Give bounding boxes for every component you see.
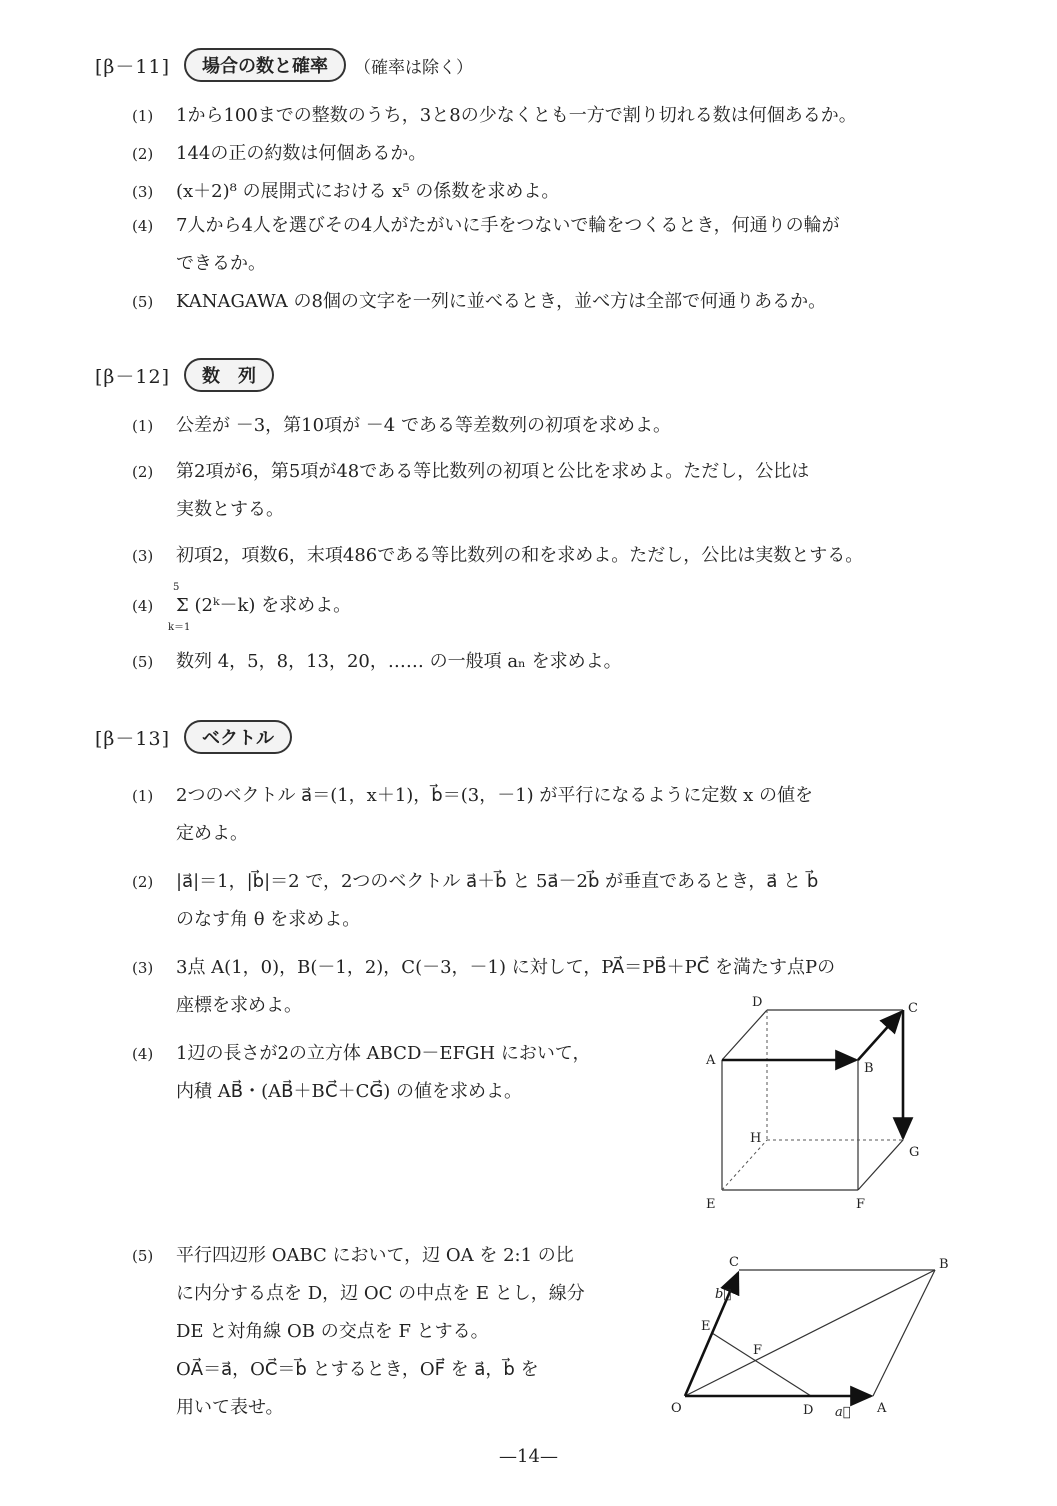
cube-label-f: F	[856, 1197, 866, 1212]
problem-text: 平行四辺形 OABC において，辺 OA を 2:1 の比	[176, 1245, 574, 1266]
problem-number: (1)	[132, 787, 154, 805]
problem-b13-2-cont: のなす角 θ を求めよ。	[176, 909, 361, 930]
problem-text: 第2項が6，第5項が48である等比数列の初項と公比を求めよ。ただし，公比は	[176, 461, 810, 482]
problem-number: (4)	[132, 1045, 154, 1063]
problem-number: (2)	[132, 145, 154, 163]
problem-b13-1	[132, 776, 813, 816]
problem-b12-2	[132, 452, 809, 492]
cube-figure	[690, 990, 940, 1220]
problem-number: (2)	[132, 873, 154, 891]
problem-text: KANAGAWA の8個の文字を一列に並べるとき，並べ方は全部で何通りあるか。	[176, 291, 827, 312]
problem-b13-3	[132, 948, 835, 988]
problem-number: (2)	[132, 463, 154, 481]
problem-number: (5)	[132, 653, 154, 671]
cube-edge-ad	[722, 1010, 767, 1060]
sigma-upper-limit: 5	[173, 582, 180, 593]
problem-number: (1)	[132, 107, 154, 125]
problem-text: 初項2，項数6，末項486である等比数列の和を求めよ。ただし，公比は実数とする。	[176, 545, 864, 566]
para-label-f: F	[753, 1343, 763, 1358]
problem-b13-5-line2: に内分する点を D，辺 OC の中点を E とし，線分	[176, 1283, 585, 1304]
problem-text: Σ (2ᵏ－k) を求めよ。	[176, 595, 352, 616]
problem-text: 2つのベクトル a⃗＝(1，x＋1)，b⃗＝(3，－1) が平行になるように定数 x の値を	[176, 785, 813, 806]
problem-number: (5)	[132, 1247, 154, 1265]
cube-hidden-edge-eh	[722, 1140, 767, 1190]
section-code: [β－13]	[95, 727, 170, 750]
para-label-c: C	[729, 1255, 739, 1270]
problem-number: (4)	[132, 597, 154, 615]
vector-b-label: b⃗	[715, 1287, 732, 1302]
problem-text: 数列 4，5，8，13，20，…… の一般項 aₙ を求めよ。	[176, 651, 622, 672]
para-label-d: D	[803, 1403, 814, 1418]
section-title-badge: 場合の数と確率	[184, 48, 346, 82]
problem-b11-2	[132, 134, 426, 174]
cube-label-c: C	[908, 1001, 918, 1016]
problem-number: (3)	[132, 183, 154, 201]
para-label-a: A	[877, 1401, 887, 1416]
cube-label-h: H	[750, 1131, 762, 1146]
section-title-badge: 数 列	[184, 358, 274, 392]
problem-b13-5-line4: OA⃗＝a⃗，OC⃗＝b⃗ とするとき，OF⃗ を a⃗，b⃗ を	[176, 1359, 539, 1380]
problem-b12-5	[132, 642, 622, 682]
problem-b11-4-cont: できるか。	[176, 253, 266, 274]
problem-number: (4)	[132, 217, 154, 235]
problem-text: 7人から4人を選びその4人がたがいに手をつないで輪をつくるとき，何通りの輪が	[176, 215, 840, 236]
side-ab	[873, 1270, 935, 1396]
problem-b11-1	[132, 96, 857, 136]
problem-number: (3)	[132, 547, 154, 565]
section-title-badge: ベクトル	[184, 720, 292, 754]
problem-b13-4-cont: 内積 AB⃗・(AB⃗＋BC⃗＋CG⃗) の値を求めよ。	[176, 1081, 523, 1102]
problem-b13-2	[132, 862, 818, 902]
cube-label-b: B	[864, 1061, 874, 1076]
problem-b12-2-cont: 実数とする。	[176, 499, 284, 520]
section-note: （確率は除く）	[354, 57, 473, 78]
para-label-e: E	[701, 1319, 711, 1334]
problem-b13-5	[132, 1236, 574, 1276]
cube-edge-fg	[858, 1140, 903, 1190]
problem-number: (1)	[132, 417, 154, 435]
page-number: —14—	[499, 1446, 558, 1467]
problem-b11-4	[132, 206, 840, 246]
cube-label-g: G	[909, 1145, 920, 1160]
section-header-b12	[95, 358, 274, 392]
problem-text: |a⃗|＝1，|b⃗|＝2 で，2つのベクトル a⃗＋b⃗ と 5a⃗－2b⃗ が垂直であるとき，a⃗ と b⃗	[176, 871, 819, 892]
problem-text: 1辺の長さが2の立方体 ABCD－EFGH において，	[176, 1043, 591, 1064]
parallelogram-figure	[665, 1250, 965, 1430]
vector-a-label: a⃗	[835, 1405, 851, 1420]
problem-b13-1-cont: 定めよ。	[176, 823, 248, 844]
cube-label-a: A	[706, 1053, 716, 1068]
para-label-b: B	[939, 1257, 949, 1272]
vector-bc-arrow	[858, 1012, 901, 1060]
problem-b12-3	[132, 536, 863, 576]
problem-text: (x＋2)⁸ の展開式における x⁵ の係数を求めよ。	[176, 181, 560, 202]
problem-b12-4	[132, 586, 351, 626]
problem-text: 1から100までの整数のうち，3と8の少なくとも一方で割り切れる数は何個あるか。	[176, 105, 857, 126]
section-code: [β－11]	[95, 55, 170, 78]
problem-b13-4	[132, 1034, 590, 1074]
section-header-b11	[95, 48, 473, 82]
problem-b13-5-line5: 用いて表せ。	[176, 1397, 284, 1418]
cube-label-e: E	[706, 1197, 716, 1212]
problem-b13-3-cont: 座標を求めよ。	[176, 995, 302, 1016]
sigma-lower-limit: k＝1	[168, 622, 191, 633]
section-code: [β－12]	[95, 365, 170, 388]
problem-b12-1	[132, 406, 671, 446]
problem-b13-5-line3: DE と対角線 OB の交点を F とする。	[176, 1321, 489, 1342]
cube-label-d: D	[752, 995, 763, 1010]
problem-number: (5)	[132, 293, 154, 311]
problem-number: (3)	[132, 959, 154, 977]
para-label-o: O	[671, 1401, 682, 1416]
problem-text: 144の正の約数は何個あるか。	[176, 143, 427, 164]
problem-text: 公差が －3，第10項が －4 である等差数列の初項を求めよ。	[176, 415, 671, 436]
problem-b11-5	[132, 282, 826, 322]
section-header-b13	[95, 720, 292, 754]
problem-text: 3点 A(1，0)，B(－1，2)，C(－3，－1) に対して，PA⃗＝PB⃗＋PC⃗ を満たす点Pの	[176, 957, 836, 978]
